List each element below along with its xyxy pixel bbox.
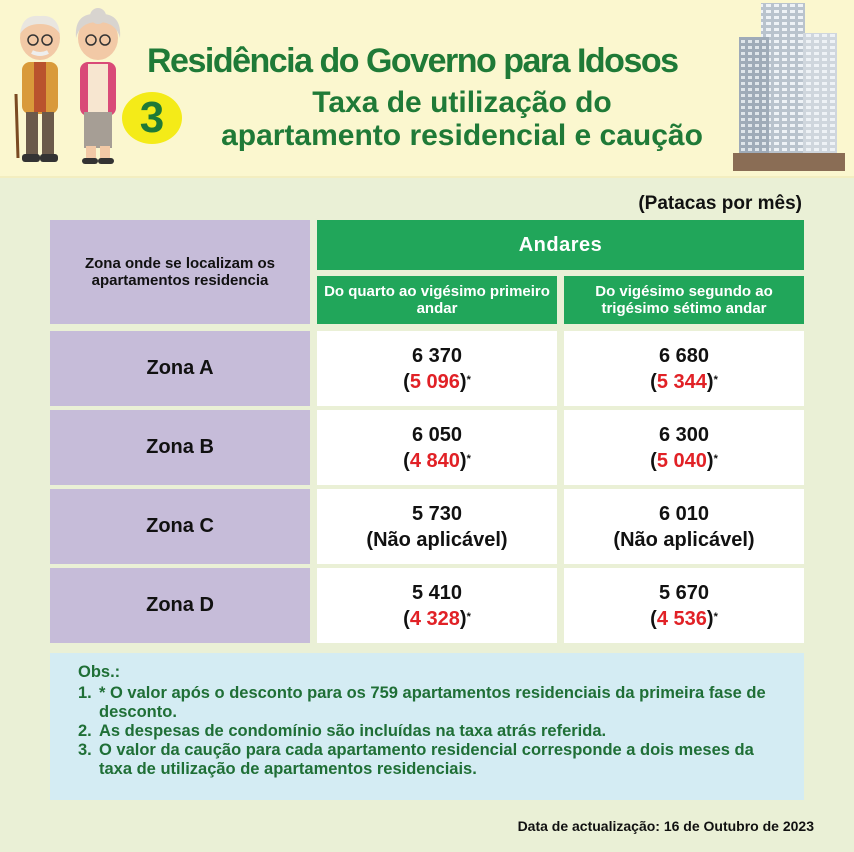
table-cell [564,410,804,485]
table-cell [317,489,557,564]
note-item [78,741,780,779]
not-applicable-text: (Não aplicável) [613,528,755,551]
discount-value: (5 344)* [650,370,718,393]
price-value: 5 670 [658,581,710,604]
elderly-couple-illustration [8,8,128,168]
price-value: 6 010 [658,502,710,525]
discount-value: (4 328)* [403,607,471,630]
price-value: 6 370 [411,344,463,367]
subtitle-line-1: Taxa de utilização do [312,86,612,119]
note-text: As despesas de condomínio são incluídas na taxa atrás referida. [99,722,607,740]
zone-a-label: Zona A [50,331,310,406]
floor-range-header-2: Do vigésimo segundo ao trigésimo sétimo andar [564,276,804,324]
note-item [78,684,780,722]
price-value: 5 410 [411,581,463,604]
discount-amount: 5 040 [656,449,707,472]
discount-value: (5 096)* [403,370,471,393]
page-title: Residência do Governo para Idosos [147,42,678,80]
table-cell [564,489,804,564]
section-number-badge: 3 [122,92,182,144]
zone-d-label: Zona D [50,568,310,643]
table-cell [317,410,557,485]
notes-box [50,653,804,800]
note-number: 1. [78,684,92,702]
discount-value: (5 040)* [650,449,718,472]
discount-amount: 5 344 [656,370,707,393]
price-value: 5 730 [411,502,463,525]
table-cell [564,568,804,643]
discount-value: (4 840)* [403,449,471,472]
subtitle-line-2: apartamento residencial e caução [221,119,703,152]
building-illustration [733,3,845,173]
table-cell [317,331,557,406]
note-number: 2. [78,722,92,740]
page-subtitle [188,86,736,152]
note-item [78,722,780,741]
note-text: O valor da caução para cada apartamento residencial corresponde a dois meses da taxa de utilização de apartamentos residenciais. [99,741,754,778]
andares-header: Andares [317,220,804,270]
discount-amount: 5 096 [409,370,460,393]
page-header [0,0,854,178]
discount-amount: 4 840 [409,449,460,472]
discount-amount: 4 328 [409,607,460,630]
notes-title: Obs.: [78,663,121,681]
table-cell [317,568,557,643]
unit-label: (Patacas por mês) [638,193,802,214]
price-value: 6 680 [658,344,710,367]
floor-range-header-1: Do quarto ao vigésimo primeiro andar [317,276,557,324]
discount-value: (4 536)* [650,607,718,630]
price-value: 6 300 [658,423,710,446]
not-applicable-text: (Não aplicável) [366,528,508,551]
update-date: Data de actualização: 16 de Outubro de 2023 [517,818,814,834]
note-number: 3. [78,741,92,759]
discount-amount: 4 536 [656,607,707,630]
zone-column-header: Zona onde se localizam os apartamentos residencia [50,220,310,324]
note-text: * O valor após o desconto para os 759 apartamentos residenciais da primeira fase de desconto. [99,684,766,721]
zone-c-label: Zona C [50,489,310,564]
zone-b-label: Zona B [50,410,310,485]
table-cell [564,331,804,406]
price-value: 6 050 [411,423,463,446]
